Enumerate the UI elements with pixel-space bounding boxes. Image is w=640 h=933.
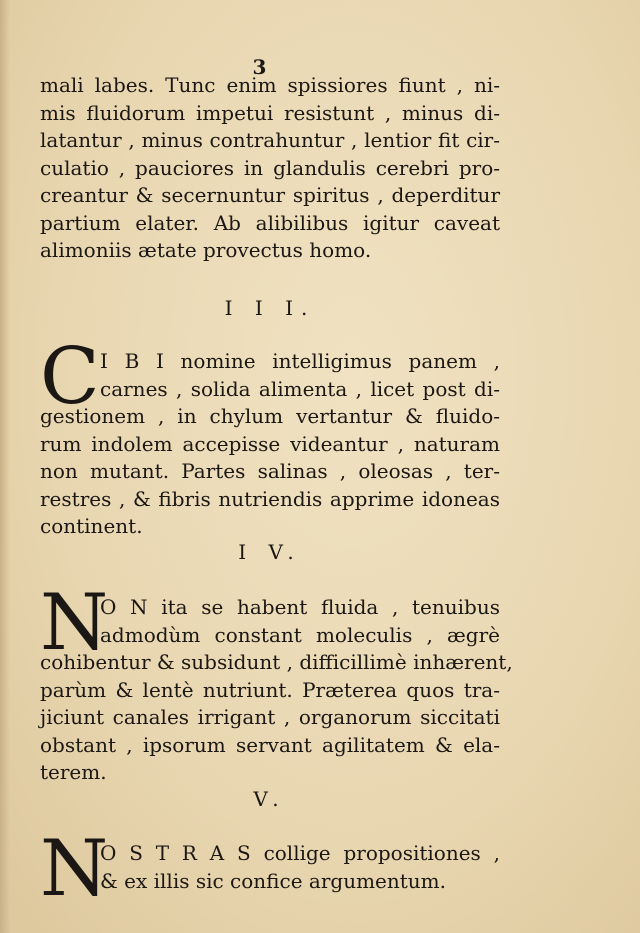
text-line: gestionem , in chylum vertantur & fluido- <box>40 404 500 428</box>
paragraph-v-first-lines <box>100 840 500 895</box>
text-line: mis fluidorum impetui resistunt , minus di- <box>40 100 500 125</box>
paragraph-iv <box>40 649 513 787</box>
paragraph-iv-first-lines <box>100 594 500 649</box>
text-line: cohibentur & subsidunt , difficillimè inhærent, <box>40 650 513 674</box>
text-line: creantur & secernuntur spiritus , deperditur <box>40 183 500 207</box>
page-number: 3 <box>252 55 268 79</box>
text-line: non mutant. Partes salinas , oleosas , ter- <box>40 459 500 483</box>
page-edge-shadow <box>0 0 10 933</box>
text-line: jiciunt canales irrigant , organorum siccitati <box>40 705 500 729</box>
text-line: obstant , ipsorum servant agilitatem & ela- <box>40 732 500 757</box>
text-line: mali labes. Tunc enim spissiores fiunt , ni- <box>40 73 500 97</box>
text-line: carnes , solida alimenta , licet post di- <box>100 376 500 401</box>
dropcap-n: N <box>40 578 109 668</box>
text-line: admodùm constant moleculis , ægrè <box>100 622 500 647</box>
text-line: restres , & fibris nutriendis apprime idoneas <box>40 486 500 511</box>
text-line: culatio , pauciores in glandulis cerebri pro- <box>40 155 500 180</box>
dropcap-c: C <box>40 332 100 422</box>
text-line: O N ita se habent fluida , tenuibus <box>100 595 500 619</box>
dropcap-n-second: N <box>40 824 109 914</box>
section-heading-v: V. <box>253 787 287 811</box>
paragraph-ii-tail <box>40 72 500 265</box>
text-line: terem. <box>40 760 107 784</box>
text-line: partium elater. Ab alibilibus igitur caveat <box>40 210 500 235</box>
section-heading-iii: I I I. <box>224 296 316 320</box>
text-line: latantur , minus contrahuntur , lentior fit cir- <box>40 128 500 152</box>
paragraph-iii-first-lines <box>100 348 500 403</box>
text-line: parùm & lentè nutriunt. Præterea quos tra- <box>40 677 500 702</box>
paragraph-iii <box>40 403 500 541</box>
section-heading-iv: I V. <box>238 540 302 564</box>
text-line: & ex illis sic confice argumentum. <box>100 868 447 893</box>
text-line: continent. <box>40 514 143 538</box>
text-line: I B I nomine intelligimus panem , <box>100 349 500 373</box>
text-line: alimoniis ætate provectus homo. <box>40 238 372 262</box>
text-line: O S T R A S collige propositiones , <box>100 841 500 865</box>
text-line: rum indolem accepisse videantur , naturam <box>40 431 500 456</box>
